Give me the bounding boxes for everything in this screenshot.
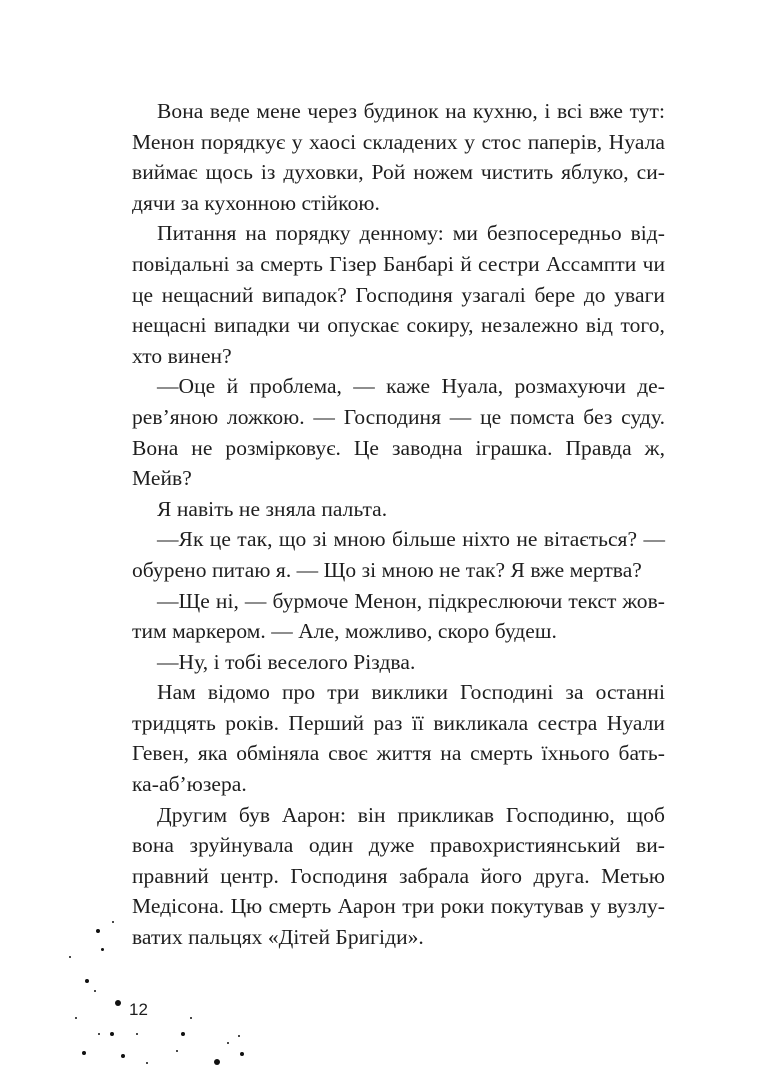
dot-icon — [110, 1032, 114, 1036]
paragraph — [132, 494, 665, 525]
text-line: рев’яною ложкою. — Господиня — це помста без суду. — [132, 404, 665, 429]
text-line: ка-аб’юзера. — [132, 772, 247, 797]
dot-icon — [176, 1050, 178, 1052]
text-line: дячи за кухонною стійкою. — [132, 190, 380, 215]
paragraph — [132, 647, 665, 678]
paragraph — [132, 677, 665, 799]
text-line: Питання на порядку денному: ми безпосередньо від- — [157, 221, 665, 246]
dot-icon — [85, 979, 89, 983]
body-text — [132, 96, 665, 953]
text-line: Вона веде мене через будинок на кухню, і всі вже тут: — [157, 99, 665, 123]
text-line: це нещасний випадок? Господиня узагалі бере до уваги — [132, 282, 665, 307]
text-line: хто винен? — [132, 343, 232, 368]
dot-icon — [96, 929, 100, 933]
text-line: Медісона. Цю смерть Аарон три роки покутував у вузлу- — [132, 894, 665, 919]
paragraph — [132, 524, 665, 585]
dot-icon — [136, 1033, 138, 1035]
text-line: Нам відомо про три виклики Господині за останні — [157, 680, 665, 705]
text-line: Гевен, яка обміняла своє життя на смерть їхнього бать- — [132, 741, 665, 766]
text-line: Мейв? — [132, 466, 192, 491]
dot-icon — [121, 1054, 125, 1058]
dot-icon — [101, 948, 104, 951]
paragraph — [132, 96, 665, 218]
text-line: Вона не розмірковує. Це заводна іграшка. Правда ж, — [132, 435, 665, 460]
dot-icon — [214, 1059, 220, 1065]
dot-icon — [75, 1017, 77, 1019]
dot-icon — [238, 1035, 240, 1037]
text-line: виймає щось із духовки, Рой ножем чистить яблуко, си- — [132, 160, 665, 185]
text-line: Другим був Аарон: він прикликав Господиню, щоб — [157, 802, 665, 827]
text-line: —Ну, і тобі веселого Різдва. — [157, 649, 416, 674]
dot-icon — [227, 1042, 229, 1044]
text-line: обурено питаю я. — Що зі мною не так? Я вже мертва? — [132, 557, 642, 582]
paragraph — [132, 586, 665, 647]
text-line: тридцять років. Перший раз її викликала сестра Нуали — [132, 710, 665, 735]
text-line: —Оце й проблема, — каже Нуала, розмахуючи де- — [157, 374, 665, 399]
dot-icon — [190, 1017, 192, 1019]
dot-icon — [82, 1051, 86, 1055]
text-line: правний центр. Господиня забрала його друга. Метью — [132, 863, 665, 888]
dot-icon — [112, 921, 114, 923]
text-line: Менон порядкує у хаосі складених у стос паперів, Нуала — [132, 129, 665, 154]
dot-icon — [146, 1062, 148, 1064]
text-line: —Як це так, що зі мною більше ніхто не вітається? — — [157, 527, 665, 552]
text-line: нещасні випадки чи опускає сокиру, незалежно від того, — [132, 313, 665, 338]
text-line: ватих пальцях «Дітей Бригіди». — [132, 925, 424, 950]
dot-icon — [98, 1033, 100, 1035]
text-line: тим маркером. — Але, можливо, скоро будеш. — [132, 619, 557, 644]
dot-icon — [240, 1052, 244, 1056]
paragraph — [132, 371, 665, 493]
text-line: —Ще ні, — бурмоче Менон, підкреслюючи текст жов- — [157, 588, 665, 613]
page-number: 12 — [129, 1000, 148, 1019]
text-line: вона зруйнувала один дуже правохристиянський ви- — [132, 833, 665, 858]
dot-icon — [181, 1032, 185, 1036]
paragraph — [132, 218, 665, 371]
dot-icon — [94, 990, 96, 992]
paragraph — [132, 800, 665, 953]
text-line: Я навіть не зняла пальта. — [157, 496, 388, 521]
text-line: повідальні за смерть Гізер Банбарі й сестри Ассампти чи — [132, 251, 665, 276]
dot-icon — [115, 1000, 121, 1006]
dot-icon — [69, 956, 71, 958]
